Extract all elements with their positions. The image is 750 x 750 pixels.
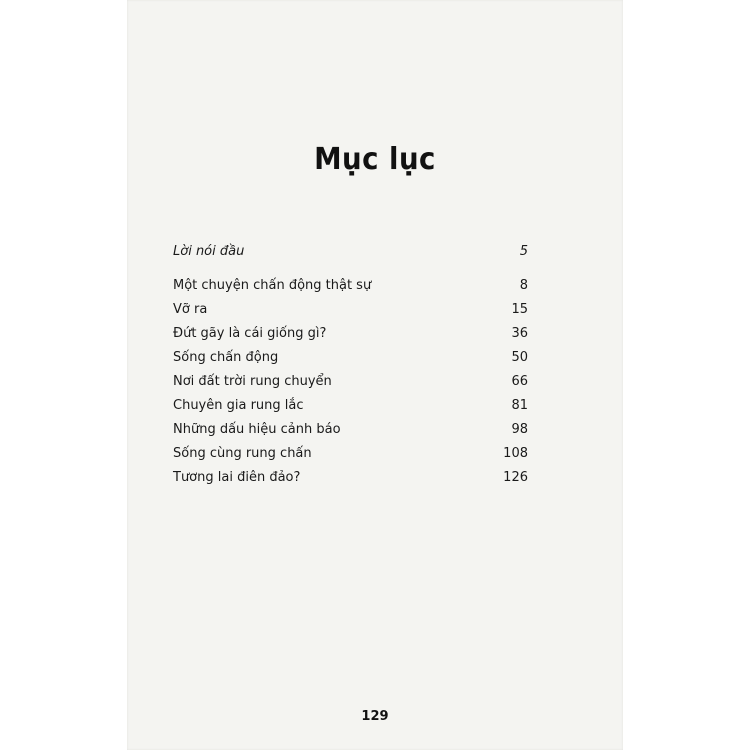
toc-entry-page: 98 (511, 422, 528, 437)
toc-entry-label: Sống cùng rung chấn (173, 446, 312, 461)
toc-entry-page: 126 (503, 470, 528, 485)
toc-entry-label: Nơi đất trời rung chuyển (173, 374, 332, 389)
toc-entry-page: 8 (519, 278, 528, 293)
book-page (127, 0, 623, 750)
toc-entry-label: Một chuyện chấn động thật sự (173, 278, 372, 293)
table-of-contents (173, 244, 528, 494)
toc-entry-label: Đứt gãy là cái giống gì? (173, 326, 327, 341)
toc-entry (173, 350, 528, 374)
toc-entry-label: Sống chấn động (173, 350, 279, 365)
toc-entry-label: Những dấu hiệu cảnh báo (173, 422, 341, 437)
toc-entry (173, 422, 528, 446)
toc-entry-label: Vỡ ra (173, 302, 208, 317)
toc-entry (173, 446, 528, 470)
toc-entry (173, 302, 528, 326)
toc-entry-page: 36 (511, 326, 528, 341)
toc-entry-label: Chuyên gia rung lắc (173, 398, 304, 413)
toc-entry-page: 15 (511, 302, 528, 317)
toc-entry-page: 108 (503, 446, 528, 461)
toc-entry-page: 50 (511, 350, 528, 365)
toc-entry-page: 81 (511, 398, 528, 413)
toc-entry (173, 244, 528, 278)
toc-entry-label: Lời nói đầu (173, 244, 245, 259)
toc-entry (173, 278, 528, 302)
toc-entry-label: Tương lai điên đảo? (173, 470, 301, 485)
page-title: Mục lục (314, 142, 436, 177)
toc-entry (173, 398, 528, 422)
toc-entry (173, 470, 528, 494)
toc-entry-page: 5 (519, 244, 528, 259)
toc-entry-page: 66 (511, 374, 528, 389)
toc-entry (173, 374, 528, 398)
toc-entry (173, 326, 528, 350)
page-number: 129 (361, 709, 389, 724)
